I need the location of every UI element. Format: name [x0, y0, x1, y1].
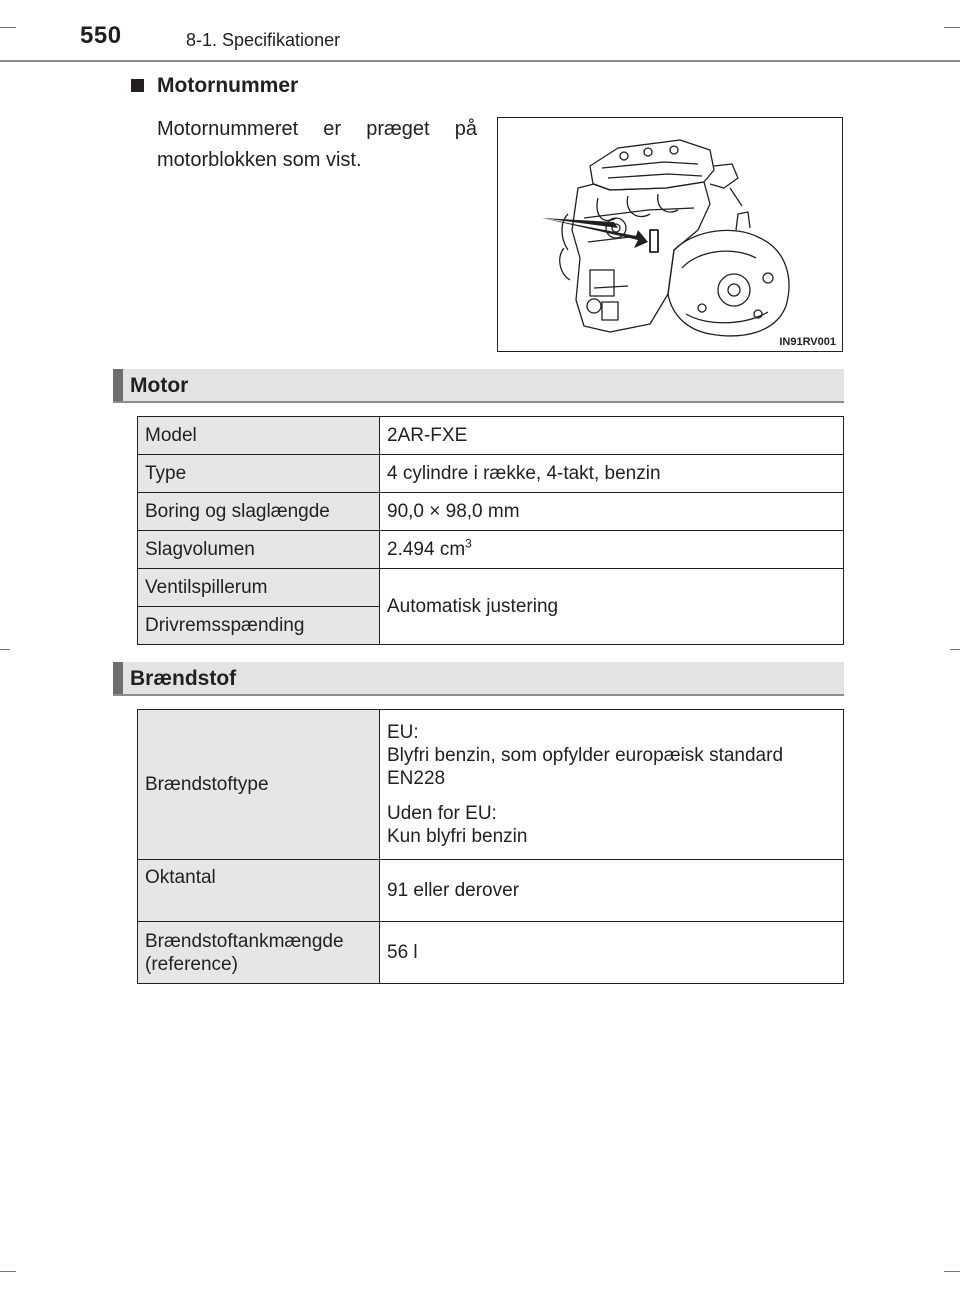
page-number: 550	[80, 22, 122, 49]
table-row	[138, 860, 844, 922]
table-cell-label: Slagvolumen	[138, 531, 380, 569]
table-cell-value: 91 eller derover	[380, 860, 844, 922]
table-cell-value: 56 l	[380, 922, 844, 984]
engine-illustration	[497, 117, 843, 352]
header-divider	[0, 60, 960, 62]
table-cell-value: 4 cylindre i række, 4-takt, benzin	[380, 455, 844, 493]
section-header-motor	[113, 369, 844, 403]
table-cell-value	[380, 531, 844, 569]
section-title: 8-1. Specifikationer	[186, 30, 341, 50]
table-row	[138, 531, 844, 569]
table-cell-label: Ventilspillerum	[138, 569, 380, 607]
unit-exponent: 3	[465, 536, 472, 551]
table-cell-value: 2AR-FXE	[380, 417, 844, 455]
table-row	[138, 493, 844, 531]
table-cell-label: Model	[138, 417, 380, 455]
table-cell-label: Oktantal	[138, 860, 380, 922]
table-cell-value: Automatisk justering	[380, 569, 844, 645]
non-eu-fuel-spec: Kun blyfri benzin	[387, 826, 528, 847]
table-cell-value	[380, 710, 844, 860]
section-marker	[113, 662, 123, 694]
table-row	[138, 455, 844, 493]
table-row	[138, 922, 844, 984]
displacement-value: 2.494 cm	[387, 539, 466, 560]
table-row	[138, 710, 844, 860]
section-marker	[113, 369, 123, 401]
subheading-motornummer: Motornummer	[157, 74, 299, 97]
table-row	[138, 417, 844, 455]
table-cell-label: Drivremsspænding	[138, 607, 380, 645]
bullet-square-icon	[131, 79, 144, 92]
table-cell-label: Brændstoftankmængde (reference)	[138, 922, 380, 984]
crop-mark	[944, 1271, 960, 1272]
crop-mark	[0, 649, 10, 650]
crop-mark	[0, 1271, 16, 1272]
table-row	[138, 569, 844, 607]
table-cell-label: Brændstoftype	[138, 710, 380, 860]
engine-drawing-icon	[498, 118, 843, 352]
crop-mark	[950, 649, 960, 650]
fuel-spec-table	[137, 709, 844, 984]
eu-fuel-spec: Blyfri benzin, som opfylder europæisk standard EN228	[387, 745, 784, 789]
table-cell-label: Type	[138, 455, 380, 493]
crop-mark	[0, 27, 16, 28]
figure-code: IN91RV001	[779, 336, 836, 348]
crop-mark	[944, 27, 960, 28]
table-cell-label: Boring og slaglængde	[138, 493, 380, 531]
intro-text: Motornummeret er præget på motorblokken som vist.	[157, 118, 477, 171]
section-title-motor: Motor	[130, 374, 189, 397]
section-title-fuel: Brændstof	[130, 667, 237, 690]
section-header-fuel	[113, 662, 844, 696]
table-cell-value: 90,0 × 98,0 mm	[380, 493, 844, 531]
eu-label: EU:	[387, 722, 419, 743]
motor-spec-table	[137, 416, 844, 645]
non-eu-label: Uden for EU:	[387, 803, 497, 824]
